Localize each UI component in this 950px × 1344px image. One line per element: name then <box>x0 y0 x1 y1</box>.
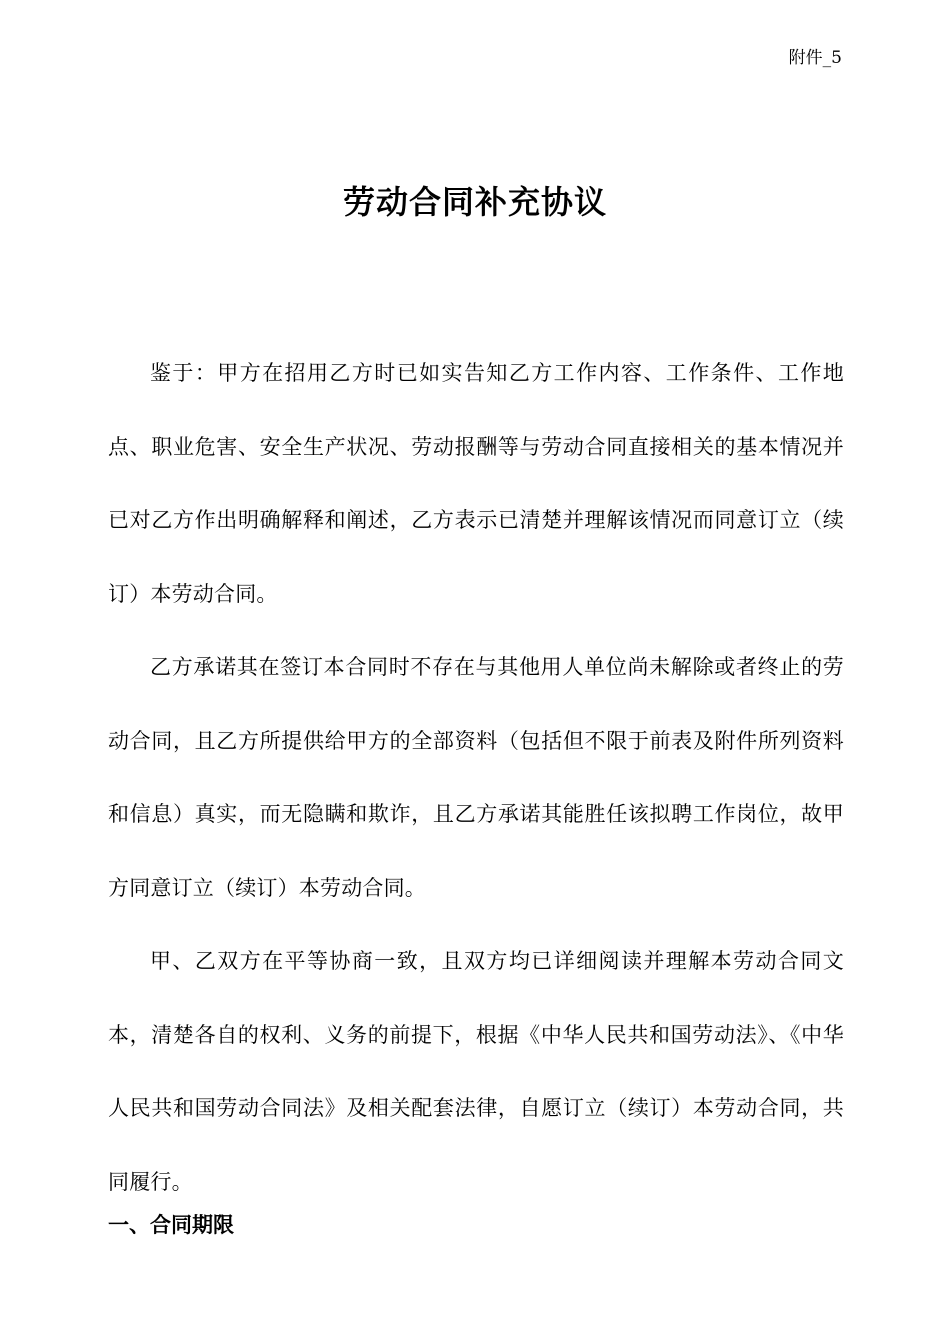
document-title: 劳动合同补充协议 <box>342 183 607 221</box>
document-body <box>108 337 844 1219</box>
paragraph-recital: 鉴于：甲方在招用乙方时已如实告知乙方工作内容、工作条件、工作地点、职业危害、安全生产状况、劳动报酬等与劳动合同直接相关的基本情况并已对乙方作出明确解释和阐述，乙方表示已清楚并理解该情况而同意订立（续订）本劳动合同。 <box>108 361 844 606</box>
paragraph-commitment: 乙方承诺其在签订本合同时不存在与其他用人单位尚未解除或者终止的劳动合同，且乙方所提供给甲方的全部资料（包括但不限于前表及附件所列资料和信息）真实，而无隐瞒和欺诈，且乙方承诺其能胜任该拟聘工作岗位，故甲方同意订立（续订）本劳动合同。 <box>108 655 844 900</box>
section-heading-contract-term: 一、合同期限 <box>108 1213 234 1237</box>
annex-label: 附件_5 <box>788 48 842 68</box>
paragraph-agreement: 甲、乙双方在平等协商一致，且双方均已详细阅读并理解本劳动合同文本，清楚各自的权利、义务的前提下，根据《中华人民共和国劳动法》、《中华人民共和国劳动合同法》及相关配套法律，自愿订立（续订）本劳动合同，共同履行。 <box>108 949 844 1194</box>
